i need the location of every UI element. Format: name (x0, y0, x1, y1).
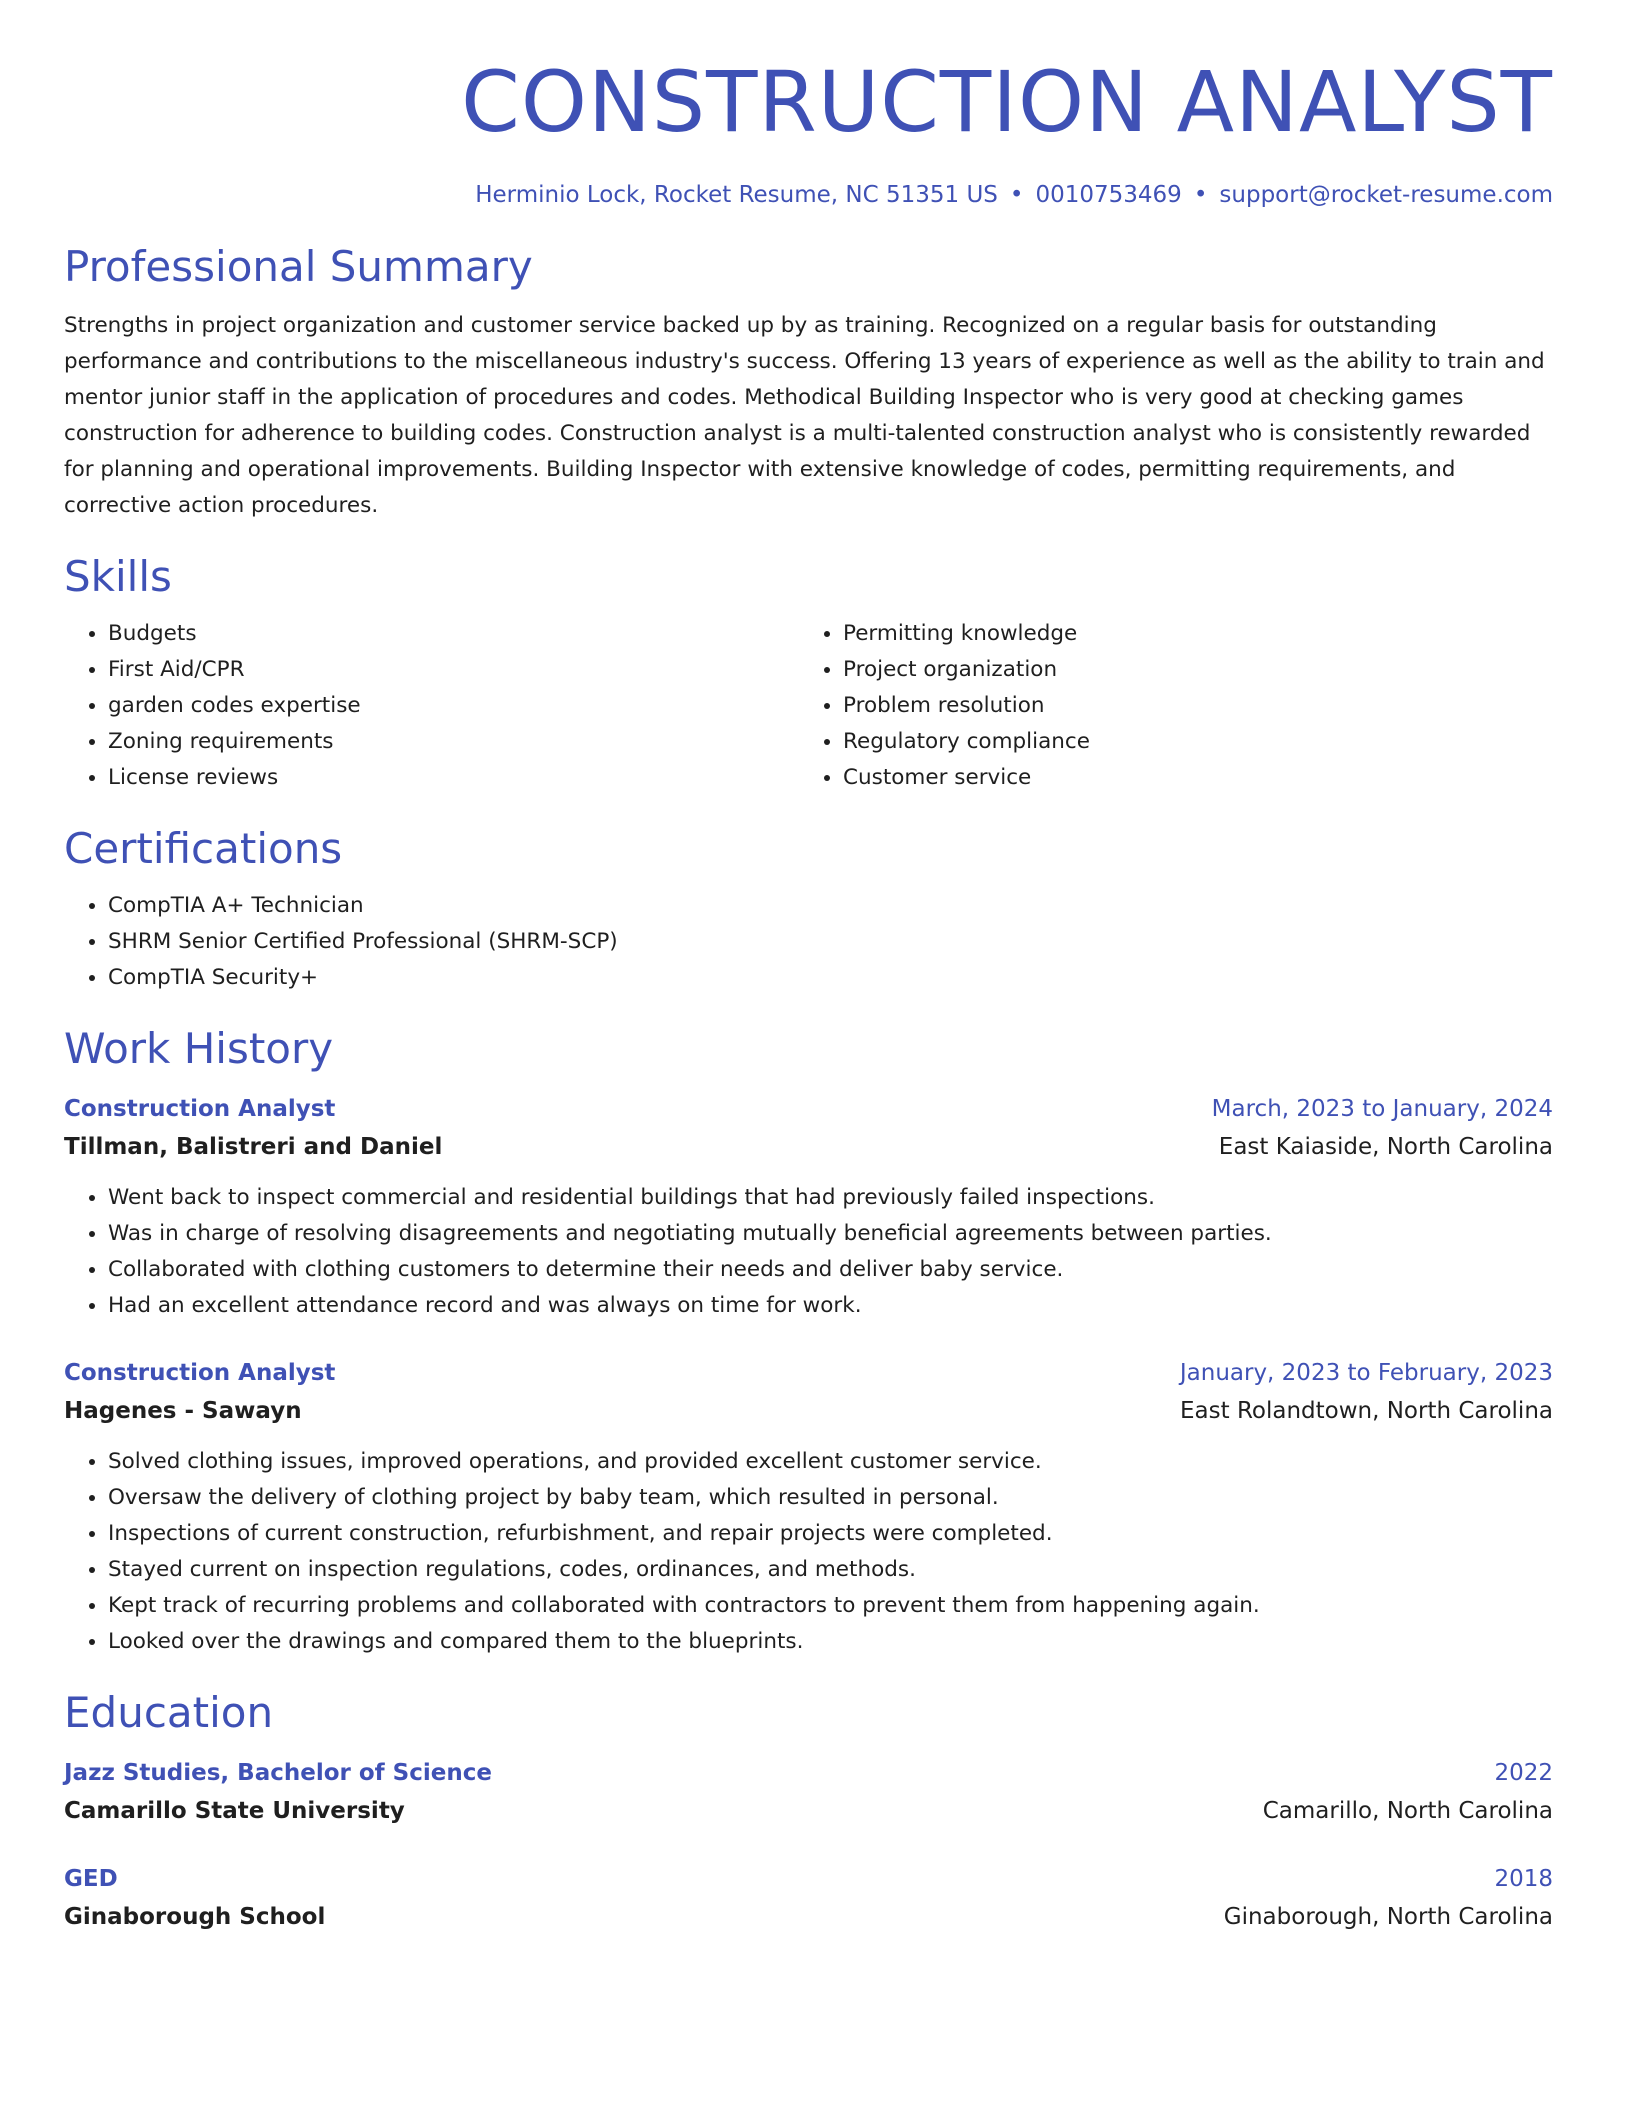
skill-item: • Problem resolution (843, 688, 1534, 724)
skill-item: • Zoning requirements (108, 724, 799, 760)
education-entry (64, 1754, 1553, 1830)
contact-separator: • (1009, 182, 1024, 208)
job-bullet: • Was in charge of resolving disagreements and negotiating mutually beneficial agreements between parties. (108, 1216, 1553, 1252)
contact-address: Herminio Lock, Rocket Resume, NC 51351 US (475, 182, 998, 208)
certification-item: • CompTIA A+ Technician (108, 888, 1553, 924)
education-degree: Jazz Studies, Bachelor of Science (64, 1760, 492, 1786)
skill-item: • Permitting knowledge (843, 616, 1534, 652)
certification-item: • CompTIA Security+ (108, 960, 1553, 996)
job-title: Construction Analyst (64, 1096, 336, 1122)
education-location: Camarillo, North Carolina (1262, 1798, 1553, 1824)
section-heading-summary: Professional Summary (64, 242, 533, 291)
skills-column-right (799, 616, 1534, 796)
skill-item: • License reviews (108, 760, 799, 796)
job-bullet: • Went back to inspect commercial and residential buildings that had previously failed inspections. (108, 1180, 1553, 1216)
section-heading-skills: Skills (64, 552, 172, 601)
education-entry (64, 1860, 1553, 1936)
job-dates: January, 2023 to February, 2023 (1179, 1360, 1553, 1386)
job-employer: Tillman, Balistreri and Daniel (64, 1134, 443, 1160)
job-bullet: • Solved clothing issues, improved operations, and provided excellent customer service. (108, 1444, 1553, 1480)
section-heading-work-history: Work History (64, 1024, 334, 1073)
skill-item: • First Aid/CPR (108, 652, 799, 688)
job-employer: Hagenes - Sawayn (64, 1398, 302, 1424)
contact-email[interactable]: support@rocket-resume.com (1219, 182, 1553, 208)
skill-item: • Budgets (108, 616, 799, 652)
education-year: 2022 (1494, 1760, 1553, 1786)
certifications-list (64, 888, 1553, 996)
job-bullet: • Inspections of current construction, refurbishment, and repair projects were completed. (108, 1516, 1553, 1552)
skill-item: • Project organization (843, 652, 1534, 688)
skill-item: • garden codes expertise (108, 688, 799, 724)
education-school: Camarillo State University (64, 1798, 405, 1824)
skills-column-left (64, 616, 799, 796)
job-bullet: • Kept track of recurring problems and collaborated with contractors to prevent them from happening again. (108, 1588, 1553, 1624)
certification-item: • SHRM Senior Certified Professional (SHRM-SCP) (108, 924, 1553, 960)
resume-page (64, 0, 1553, 1936)
job-bullets (64, 1180, 1553, 1324)
education-year: 2018 (1494, 1866, 1553, 1892)
job-title: Construction Analyst (64, 1360, 336, 1386)
job-bullet: • Collaborated with clothing customers to determine their needs and deliver baby service. (108, 1252, 1553, 1288)
resume-title: CONSTRUCTION ANALYST (461, 53, 1553, 151)
skill-item: • Customer service (843, 760, 1534, 796)
job-location: East Kaiaside, North Carolina (1218, 1134, 1553, 1160)
summary-text: Strengths in project organization and customer service backed up by as training. Recognized on a regular basis for outstanding performance and contributions to the miscellaneous industry's success. Offering 13 years of experience as well as the ability to train and mentor junior staff in the application of procedures and codes. Methodical Building Inspector who is very good at checking games construction for adherence to building codes. Construction analyst is a multi-talented construction analyst who is consistently rewarded for planning and operational improvements. Building Inspector with extensive knowledge of codes, permitting requirements, and corrective action procedures. (64, 313, 1545, 518)
section-heading-education: Education (64, 1688, 274, 1737)
job-bullet: • Looked over the drawings and compared them to the blueprints. (108, 1624, 1553, 1660)
job-entry (64, 1090, 1553, 1324)
job-bullet: • Had an excellent attendance record and was always on time for work. (108, 1288, 1553, 1324)
education-school: Ginaborough School (64, 1904, 326, 1930)
section-heading-certifications: Certifications (64, 824, 343, 873)
contact-separator: • (1193, 182, 1208, 208)
job-bullet: • Oversaw the delivery of clothing project by baby team, which resulted in personal. (108, 1480, 1553, 1516)
education-location: Ginaborough, North Carolina (1223, 1904, 1553, 1930)
job-bullet: • Stayed current on inspection regulations, codes, ordinances, and methods. (108, 1552, 1553, 1588)
skill-item: • Regulatory compliance (843, 724, 1534, 760)
job-bullets (64, 1444, 1553, 1660)
job-location: East Rolandtown, North Carolina (1180, 1398, 1553, 1424)
skills-grid (64, 616, 1553, 796)
education-degree: GED (64, 1866, 118, 1892)
job-dates: March, 2023 to January, 2024 (1211, 1096, 1553, 1122)
contact-phone: 0010753469 (1035, 182, 1182, 208)
contact-line (64, 180, 1553, 210)
job-entry (64, 1354, 1553, 1660)
